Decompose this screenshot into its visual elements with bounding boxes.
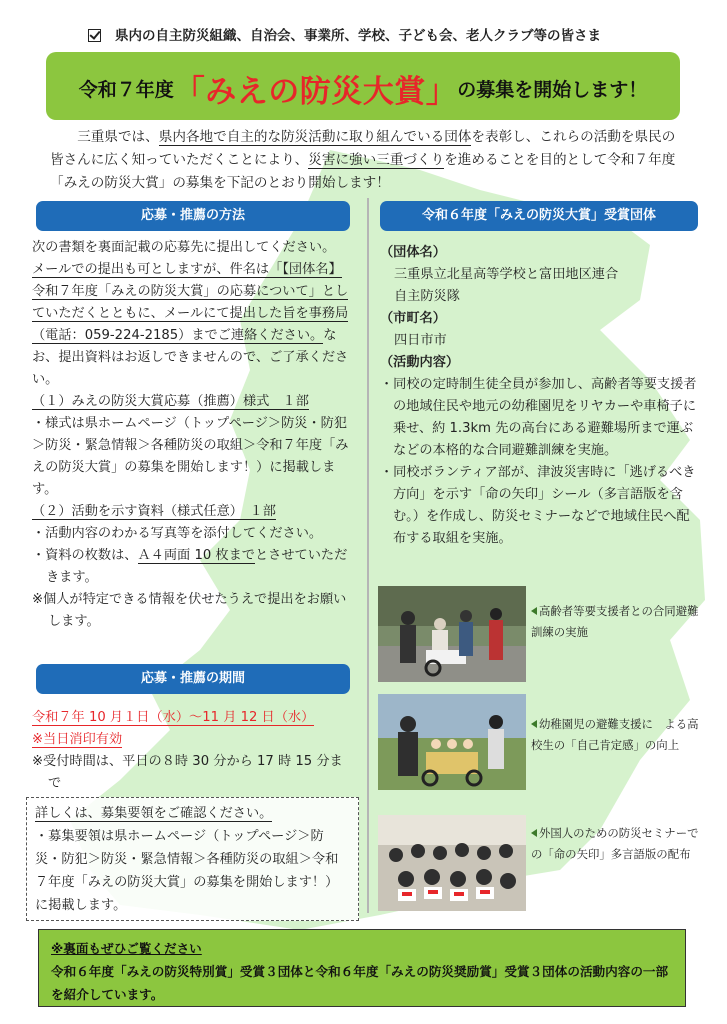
winner-header: 令和６年度「みえの防災大賞」受賞団体 (380, 201, 698, 231)
photo-kindergarten-icon (378, 694, 526, 790)
arrow-left-icon (531, 607, 537, 615)
city-label: （市町名） (380, 311, 446, 326)
method-email-note: メールでの提出も可としますが、件名は「【団体名】令和７年度「みえの防災大賞」の応募について」としていただくとともに、メールにて提出した旨を事務局（電話：059-224-2185）までご連絡ください。なお、提出資料はお返しできませんので、ご了承ください。 (32, 262, 349, 387)
method-header: 応募・推薦の方法 (36, 201, 350, 231)
checkbox-icon (88, 29, 101, 42)
photo-caption-2: 幼稚園児の避難支援に よる高校生の「自己肯定感」の向上 (531, 717, 699, 752)
activity-item1: ・同校の定時制生徒全員が参加し、高齢者等要支援者の地域住民や地元の幼稚園児をリヤカーや車椅子に乗せ、約 1.3km 先の高台にある避難場所まで運ぶなどの本格的な合同避難訓練を実施。 (380, 377, 697, 458)
photo-training-icon (378, 586, 526, 682)
period-postmark: ※当日消印有効 (32, 732, 123, 747)
method-privacy-note: ※個人が特定できる情報を伏せたうえで提出をお願いします。 (32, 592, 347, 629)
method-item2-title: （２）活動を示す資料（様式任意） １部 (32, 504, 276, 519)
period-section (32, 707, 352, 795)
method-item2-bullet1: ・活動内容のわかる写真等を添付してください。 (32, 526, 323, 541)
arrow-left-icon (531, 720, 537, 728)
method-section (32, 237, 352, 633)
banner-suffix: の募集を開始します！ (457, 79, 648, 101)
city-value: 四日市市 (394, 333, 447, 348)
details-body: ・募集要領は県ホームページ（トップページ＞防災・防犯＞防災・緊急情報＞各種防災の取組＞令和７年度「みえの防災大賞」の募集を開始します！）に掲載します。 (35, 829, 339, 913)
period-dates: 令和７年 10 月１日（水）～11 月 12 日（水） (32, 710, 315, 725)
footer-box (38, 929, 686, 1007)
activity-label: （活動内容） (380, 355, 460, 370)
org-label: （団体名） (380, 245, 446, 260)
photo-caption-3: 外国人のための防災セミナーでの「命の矢印」多言語版の配布 (531, 826, 699, 861)
winner-section (380, 242, 700, 550)
details-title: 詳しくは、募集要領をご確認ください。 (35, 806, 273, 821)
banner-highlight: 「みえの防災大賞」 (173, 74, 458, 110)
method-item2-bullet2: ・資料の枚数は、Ａ４両面 10 枚までとさせていただきます。 (32, 548, 348, 585)
org-line2: 自主防災隊 (394, 289, 460, 304)
column-divider (367, 198, 369, 913)
target-audience-line: 県内の自主防災組織、自治会、事業所、学校、子ども会、老人クラブ等の皆さま (88, 24, 688, 44)
photo-caption-1: 高齢者等要支援者との合同避難訓練の実施 (531, 604, 699, 639)
details-box (26, 797, 359, 921)
org-line1: 三重県立北星高等学校と富田地区連合 (394, 267, 619, 282)
title-banner (46, 52, 680, 120)
banner-prefix: 令和７年度 (78, 79, 174, 101)
period-hours: ※受付時間は、平日の８時 30 分から 17 時 15 分まで (32, 754, 343, 791)
method-item1-title: （１）みえの防災大賞応募（推薦）様式 １部 (32, 394, 309, 409)
footer-title: ※裏面もぜひご覧ください (51, 941, 202, 956)
activity-item2: ・同校ボランティア部が、津波災害時に「逃げるべき方向」を示す「命の矢印」シール（多言語版を含む。）を作成し、防災セミナーなどで地域住民へ配布する取組を実施。 (380, 465, 696, 546)
footer-body: 令和６年度「みえの防災特別賞」受賞３団体と令和６年度「みえの防災奨励賞」受賞３団体の活動内容の一部を紹介しています。 (51, 964, 669, 1002)
arrow-left-icon (531, 829, 537, 837)
method-item1-body: ・様式は県ホームページ（トップページ＞防災・防犯＞防災・緊急情報＞各種防災の取組＞令和７年度「みえの防災大賞」の募集を開始します！）に掲載します。 (32, 416, 349, 497)
intro-paragraph: 三重県では、県内各地で自主的な防災活動に取り組んでいる団体を表彰し、これらの活動を県民の皆さんに広く知っていただくことにより、災害に強い三重づくりを進めることを目的として令和７年度「みえの防災大賞」の募集を下記のとおり開始します！ (50, 129, 676, 191)
photo-seminar-icon (378, 815, 526, 911)
period-header: 応募・推薦の期間 (36, 664, 350, 694)
method-intro: 次の書類を裏面記載の応募先に提出してください。 (32, 240, 336, 255)
